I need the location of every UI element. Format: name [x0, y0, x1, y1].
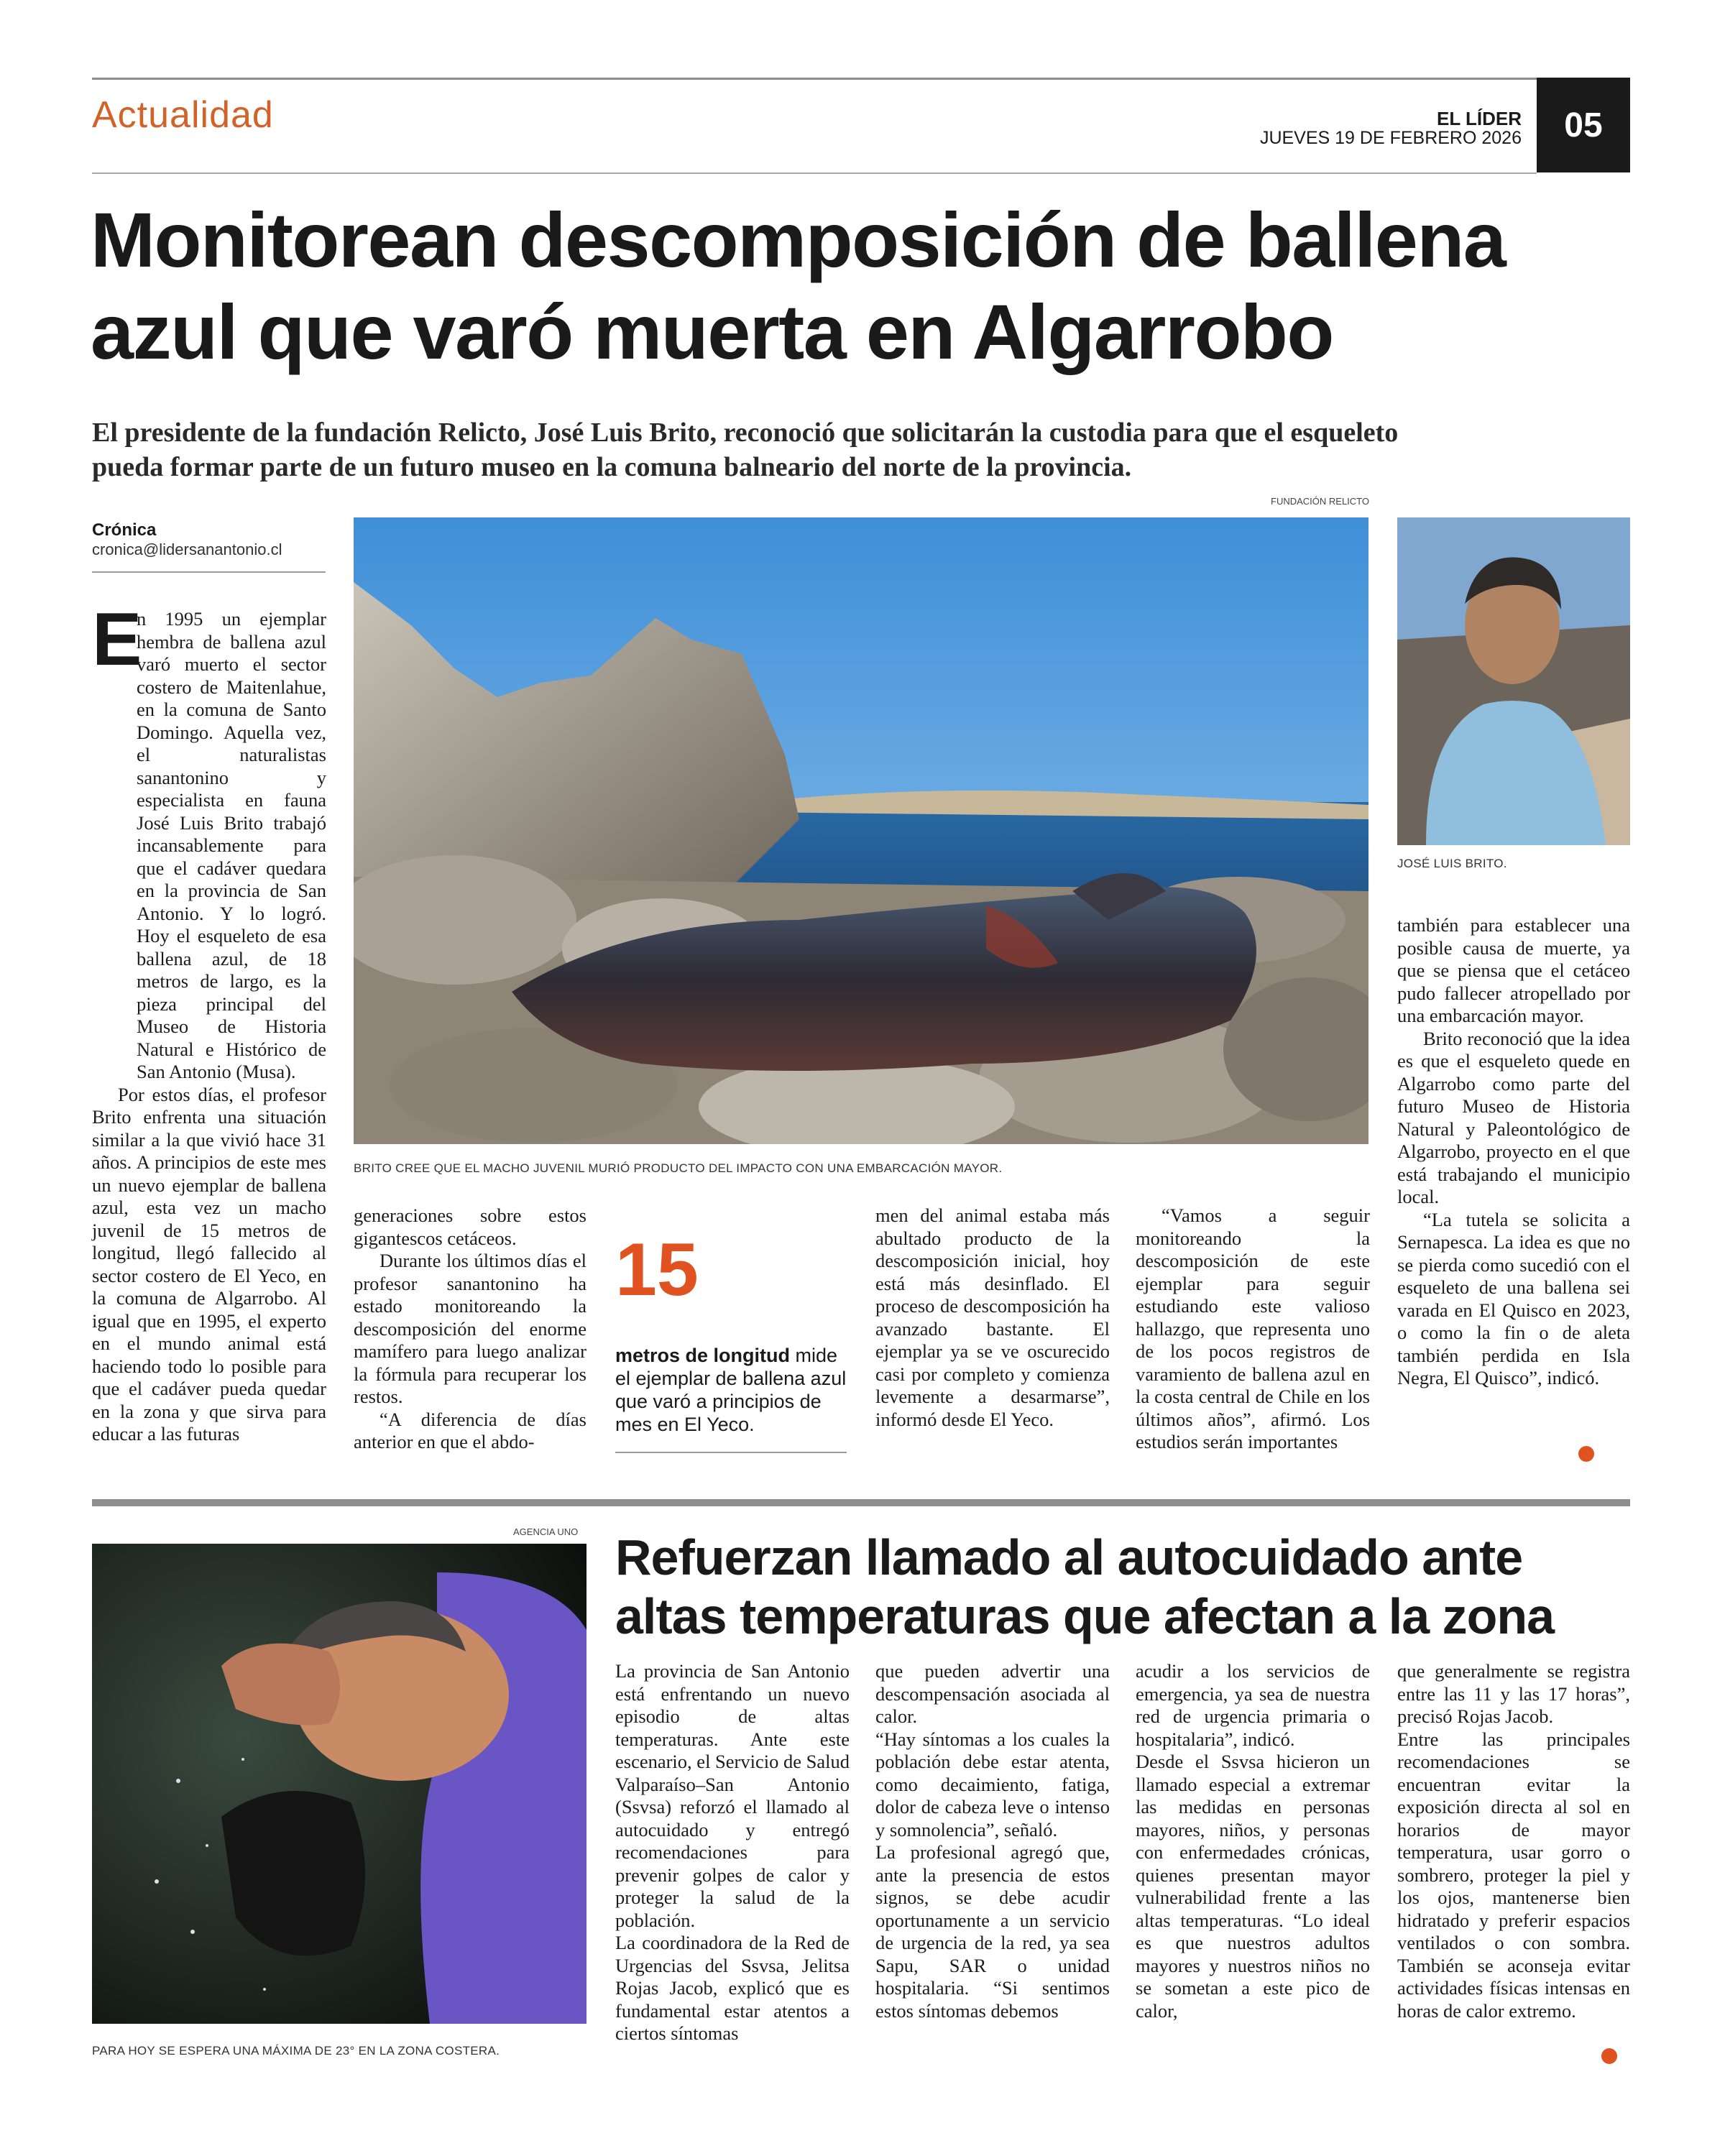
article2-col4	[1397, 1660, 1630, 2022]
byline-email: cronica@lidersanantonio.cl	[92, 540, 282, 558]
article1-col2	[354, 1204, 586, 1454]
portrait-svg	[1397, 517, 1630, 845]
article2-col2-p2: “Hay síntomas a los cuales la población debe estar atenta, como decaimiento, fatiga, dolor de cabeza leve o intenso y somnolencia”, señaló.	[875, 1728, 1110, 1841]
headline-2-line-1: Refuerzan llamado al autocuidado ante	[615, 1529, 1523, 1585]
deck-line-1: El presidente de la fundación Relicto, José Luis Brito, reconoció que solicitarán la custodia para que el esqueleto	[92, 418, 1399, 448]
article2-col3-p1: acudir a los servicios de emergencia, ya sea de nuestra red de urgencia primaria o hospitalaria”, indicó.	[1136, 1660, 1370, 1750]
article1-col2-p2: Durante los últimos días el profesor sanantonino ha estado monitoreando la descomposición del enorme mamífero para luego analizar la fórmula para recuperar los restos.	[354, 1250, 586, 1407]
article2-col3-p2: Desde el Ssvsa hicieron un llamado especial a extremar las medidas en personas mayores, niños, y personas con enfermedades crónicas, quienes presentan mayor vulnerabilidad frente a las altas temperaturas. “Lo ideal es que nuestros adultos mayores y nuestros niños no se sometan a este pico de calor,	[1136, 1751, 1370, 2022]
portrait-photo	[1397, 517, 1630, 845]
article1-col3-p1: men del animal estaba más abultado producto de la descomposición inicial, hoy está más desinflado. El proceso de descomposición ha avanzado bastante. El ejemplar ya se ve oscurecido casi por completo y comienza levemente a desarmarse”, informó desde El Yeco.	[875, 1204, 1110, 1430]
article2-col1	[615, 1660, 850, 2045]
article1-col2-p1: generaciones sobre estos gigantescos cetáceos.	[354, 1204, 586, 1249]
heat-caption: PARA HOY SE ESPERA UNA MÁXIMA DE 23° EN LA ZONA COSTERA.	[92, 2044, 500, 2058]
header-rule	[92, 172, 1537, 174]
issue-date: JUEVES 19 DE FEBRERO 2026	[1259, 128, 1522, 148]
whale-caption: BRITO CREE QUE EL MACHO JUVENIL MURIÓ PRODUCTO DEL IMPACTO CON UNA EMBARCACIÓN MAYOR.	[354, 1161, 1003, 1175]
headline-1	[91, 194, 1505, 378]
article2-col2-p3: La profesional agregó que, ante la presencia de estos signos, se debe acudir oportunamente a un servicio de urgencia de la red, ya sea Sapu, SAR o unidad hospitalaria. “Si sentimos estos síntomas debemos	[875, 1841, 1110, 2022]
article1-col5-p3: “La tutela se solicita a Sernapesca. La idea es que no se pierda como sucedió con el esqueleto de una ballena sei varada en El Quisco en 2023, o como la fin o de aleta también perdida en Isla Negra, El Quisco”, indicó.	[1397, 1208, 1630, 1388]
page-number: 05	[1564, 106, 1603, 144]
article1-col5	[1397, 914, 1630, 1390]
headline-2	[615, 1528, 1554, 1646]
stat-rest: mide el ejemplar de ballena azul que varó a principios de mes en El Yeco.	[615, 1345, 847, 1435]
headline-1-line-2: azul que varó muerta en Algarrobo	[91, 288, 1333, 375]
article1-col5-p2: Brito reconoció que la idea es que el esqueleto quede en Algarrobo como parte del futuro Museo de Historia Natural y Paleontológico de Algarrobo, proyecto en el que está trabajando el municipio local.	[1397, 1027, 1630, 1207]
whale-photo-svg	[354, 517, 1368, 1144]
headline-1-line-1: Monitorean descomposición de ballena	[91, 196, 1506, 283]
article1-col5-p1: también para establecer una posible causa de muerte, ya que se piensa que el cetáceo pudo fallecer atropellado por una embarcación mayor.	[1397, 914, 1630, 1026]
deck	[92, 415, 1398, 484]
heat-photo-svg	[92, 1544, 586, 2024]
article2-col1-p1: La provincia de San Antonio está enfrentando un nuevo episodio de altas temperaturas. Ante este escenario, el Servicio de Salud Valparaíso–San Antonio (Ssvsa) reforzó el llamado al autocuidado y entregó recomendaciones para prevenir golpes de calor y proteger la salud de la población.	[615, 1660, 850, 1931]
end-mark-icon-2	[1601, 2048, 1617, 2064]
article2-col1-p2: La coordinadora de la Red de Urgencias del Ssvsa, Jelitsa Rojas Jacob, explicó que es fundamental estar atentos a ciertos síntomas	[615, 1932, 850, 2044]
byline-name: Crónica	[92, 520, 157, 540]
article1-col3	[875, 1204, 1110, 1431]
article2-col2	[875, 1660, 1110, 2022]
article1-col4	[1136, 1204, 1370, 1454]
headline-2-line-2: altas temperaturas que afectan a la zona	[615, 1588, 1555, 1644]
article1-col1-p2: Por estos días, el profesor Brito enfrenta una situación similar a la que vivió hace 31 años. A principios de este mes un nuevo ejemplar de ballena azul, esta vez un macho juvenil de 15 metros de longitud, llegó fallecido al sector costero de El Yeco, en la comuna de Algarrobo. Al igual que en 1995, el experto en el mundo animal está haciendo todo lo posible para que el cadáver pueda quedar en la zona y que sirva para educar a las futuras	[92, 1083, 326, 1445]
photo-credit-1: FUNDACIÓN RELICTO	[1271, 496, 1369, 507]
portrait-caption: JOSÉ LUIS BRITO.	[1397, 857, 1507, 870]
stat-number: 15	[615, 1228, 699, 1312]
article1-col1	[92, 608, 326, 1446]
stat-text	[615, 1344, 847, 1436]
photo-credit-2: AGENCIA UNO	[513, 1526, 579, 1537]
deck-line-2: pueda formar parte de un futuro museo en la comuna balneario del norte de la provincia.	[92, 452, 1132, 482]
top-rule	[92, 78, 1630, 80]
heat-photo	[92, 1544, 586, 2024]
section-divider	[92, 1499, 1630, 1506]
stat-bold: metros de longitud	[615, 1345, 790, 1366]
section-label: Actualidad	[92, 94, 274, 136]
paper-name: EL LÍDER	[1437, 108, 1522, 129]
byline-rule	[92, 571, 326, 573]
article2-col3	[1136, 1660, 1370, 2022]
stat-rule	[615, 1452, 847, 1453]
dropcap: E	[92, 598, 142, 681]
article2-col4-p2: Entre las principales recomendaciones se encuentran evitar la exposición directa al sol en horarios de mayor temperatura, usar gorro o sombrero, proteger la piel y los ojos, mantenerse bien hidratado y preferir espacios ventilados o con sombra. También se aconseja evitar actividades físicas intensas en horas de calor extremo.	[1397, 1728, 1630, 2022]
article2-col2-p1: que pueden advertir una descompensación asociada al calor.	[875, 1660, 1110, 1727]
article1-col1-p1: n 1995 un ejemplar hembra de ballena azul varó muerto el sector costero de Maitenlahue, en la comuna de Santo Domingo. Aquella vez, el naturalistas sanantonino y especialista en fauna José Luis Brito trabajó incansablemente para que el cadáver quedara en la provincia de San Antonio. Y lo logró. Hoy el esqueleto de esa ballena azul, de 18 metros de largo, es la pieza principal del Museo de Historia Natural e Histórico de San Antonio (Musa).	[137, 608, 326, 1082]
article1-col4-p1: “Vamos a seguir monitoreando la descomposición de este ejemplar para seguir estudiando este valioso hallazgo, que representa uno de los pocos registros de varamiento de ballena azul en la costa central de Chile en los últimos años”, afirmó. Los estudios serán importantes	[1136, 1204, 1370, 1452]
whale-photo	[354, 517, 1368, 1144]
article1-col2-p3: “A diferencia de días anterior en que el abdo-	[354, 1408, 586, 1452]
page-number-box	[1537, 78, 1630, 172]
end-mark-icon-1	[1578, 1446, 1594, 1462]
article2-col4-p1: que generalmente se registra entre las 11 y las 17 horas”, precisó Rojas Jacob.	[1397, 1660, 1630, 1727]
